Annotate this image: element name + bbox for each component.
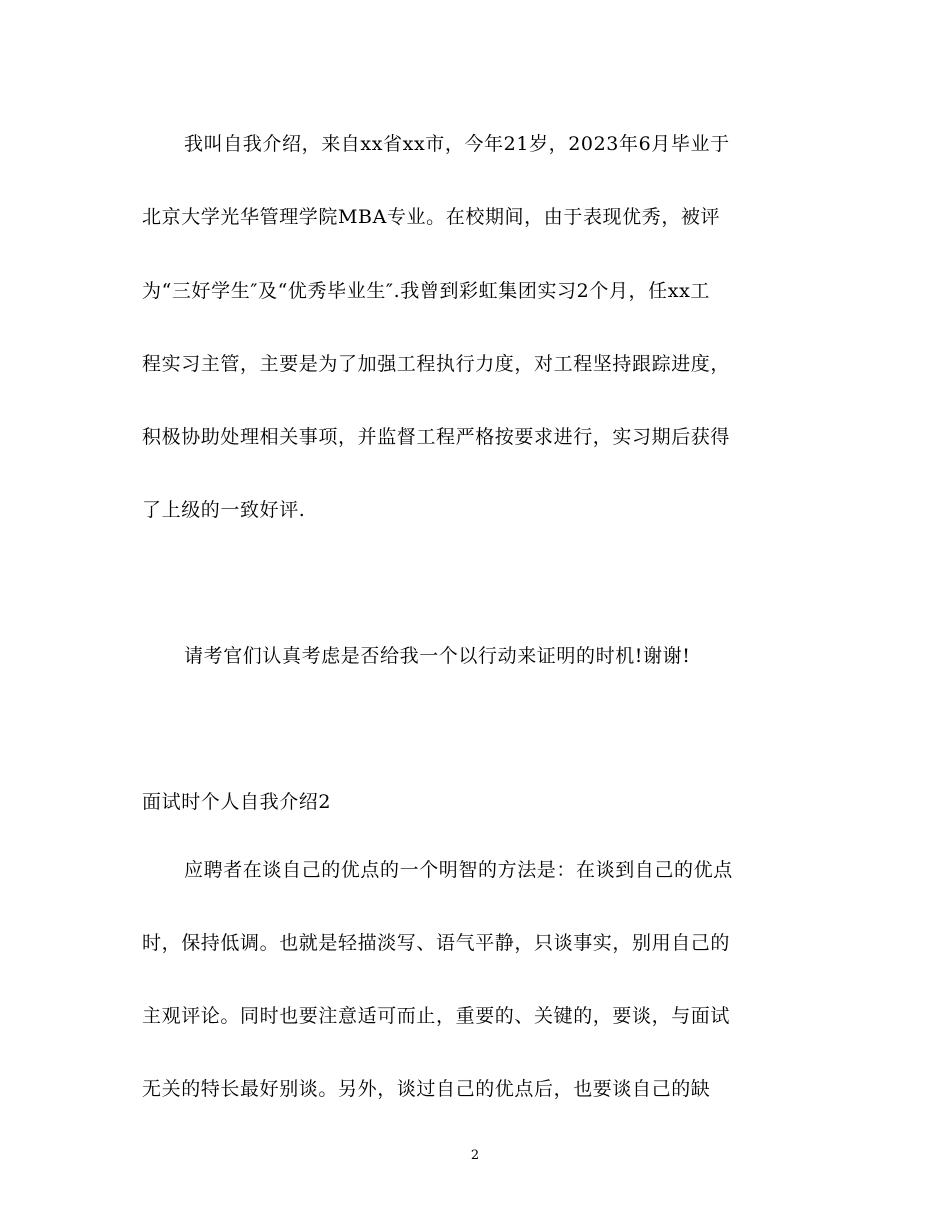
paragraph-3-line-1: 应聘者在谈自己的优点的一个明智的方法是：在谈到自己的优点 — [184, 859, 733, 881]
paragraph-1-line-5: 积极协助处理相关事项，并监督工程严格按要求进行，实习期后获得 — [142, 426, 731, 448]
section-heading: 面试时个人自我介绍2 — [142, 791, 332, 813]
paragraph-1-line-6: 了上级的一致好评. — [142, 499, 306, 521]
paragraph-1-line-2: 北京大学光华管理学院MBA专业。在校期间，由于表现优秀，被评 — [142, 206, 721, 228]
paragraph-3-line-4: 无关的特长最好别谈。另外，谈过自己的优点后，也要谈自己的缺 — [142, 1078, 711, 1100]
paragraph-3-line-2: 时，保持低调。也就是轻描淡写、语气平静，只谈事实，别用自己的 — [142, 932, 731, 954]
paragraph-1-line-1: 我叫自我介绍，来自xx省xx市，今年21岁，2023年6月毕业于 — [184, 133, 730, 155]
paragraph-2: 请考官们认真考虑是否给我一个以行动来证明的时机!谢谢! — [184, 645, 691, 667]
paragraph-1-line-3: 为“三好学生″及“优秀毕业生″.我曾到彩虹集团实习2个月，任xx工 — [142, 280, 710, 302]
paragraph-1-line-4: 程实习主管，主要是为了加强工程执行力度，对工程坚持跟踪进度， — [142, 353, 731, 375]
page-number: 2 — [470, 1148, 480, 1163]
paragraph-3-line-3: 主观评论。同时也要注意适可而止，重要的、关键的，要谈，与面试 — [142, 1005, 731, 1027]
